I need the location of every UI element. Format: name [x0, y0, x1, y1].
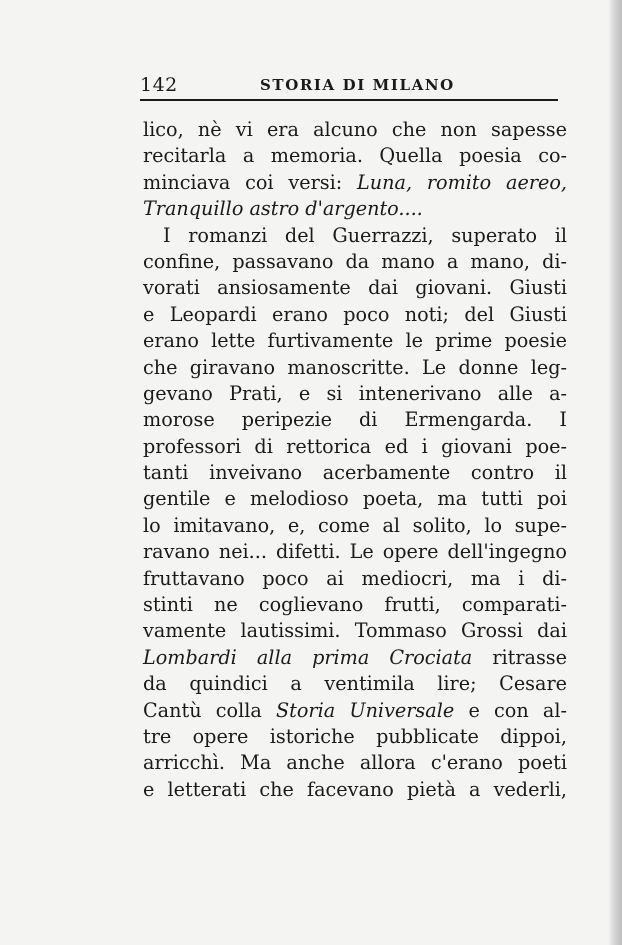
text-line [143, 592, 567, 618]
text-line [143, 117, 567, 143]
text-line [143, 249, 567, 275]
text-segment: erano lette furtivamente le prime poesie [143, 329, 567, 353]
text-segment: lico, nè vi era alcuno che non sapesse [143, 118, 567, 141]
text-line [143, 539, 567, 565]
text-segment: che giravano manoscritte. Le donne leg- [143, 355, 567, 379]
italic-text: Storia Universale [276, 698, 455, 722]
text-line [143, 777, 567, 803]
text-segment: vorati ansiosamente dai giovani. Giusti [143, 276, 567, 300]
italic-text: Tranquillo astro d'argento.... [143, 197, 423, 221]
page-header [140, 74, 558, 94]
text-segment: vamente lautissimi. Tommaso Grossi dai [143, 619, 567, 643]
text-segment: arricchì. Ma anche allora c'erano poeti [143, 751, 567, 775]
running-title: STORIA DI MILANO [260, 76, 455, 94]
text-line [143, 143, 567, 169]
italic-text: Lombardi alla prima Crociata [143, 645, 473, 669]
text-segment: tre opere istoriche pubblicate dippoi, [143, 724, 567, 748]
text-segment: minciava coi versi: [143, 170, 358, 194]
text-line [143, 724, 567, 750]
text-line [143, 302, 567, 328]
text-line [143, 513, 567, 539]
text-segment: ritrasse [472, 645, 567, 669]
body-text [143, 117, 567, 803]
text-segment: gentile e melodioso poeta, ma tutti poi [143, 487, 567, 511]
text-segment: recitarla a memoria. Quella poesia co- [143, 144, 567, 168]
text-line [143, 486, 567, 512]
text-line [143, 698, 567, 724]
text-line [143, 381, 567, 407]
text-segment: professori di rettorica ed i giovani poe- [143, 434, 567, 458]
text-line [143, 328, 567, 354]
text-segment: da quindici a ventimila lire; Cesare [143, 672, 567, 696]
text-line [143, 750, 567, 776]
text-line [143, 407, 567, 433]
italic-text: Luna, romito aereo, [357, 170, 567, 194]
text-segment: Cantù colla [143, 698, 277, 722]
text-segment: confine, passavano da mano a mano, di- [143, 249, 567, 273]
text-line [143, 618, 567, 644]
text-segment: morose peripezie di Ermengarda. I [143, 408, 567, 432]
text-segment: gevano Prati, e si intenerivano alle a- [143, 381, 567, 405]
page-edge-shadow [608, 0, 622, 945]
text-segment: tanti inveivano acerbamente contro il [143, 461, 567, 485]
page-number: 142 [140, 74, 178, 96]
text-line [143, 434, 567, 460]
text-segment: lo imitavano, e, come al solito, lo supe- [143, 513, 567, 537]
text-line [143, 196, 567, 222]
text-segment: e letterati che facevano pietà a vederli, [143, 777, 567, 801]
text-line [143, 645, 567, 671]
text-line [143, 170, 567, 196]
text-line [143, 355, 567, 381]
text-line [143, 671, 567, 697]
text-line [143, 275, 567, 301]
text-segment: I romanzi del Guerrazzi, superato il [163, 223, 567, 247]
text-segment: fruttavano poco ai mediocri, ma i di- [143, 566, 567, 590]
text-line [143, 460, 567, 486]
text-line [143, 566, 567, 592]
text-line [143, 223, 567, 249]
text-segment: ravano nei... difetti. Le opere dell'ingegno [143, 540, 567, 564]
text-segment: stinti ne coglievano frutti, comparati- [143, 593, 567, 617]
text-segment: e Leopardi erano poco noti; del Giusti [143, 302, 567, 326]
text-segment: e con al- [454, 698, 567, 722]
header-rule [140, 99, 558, 101]
